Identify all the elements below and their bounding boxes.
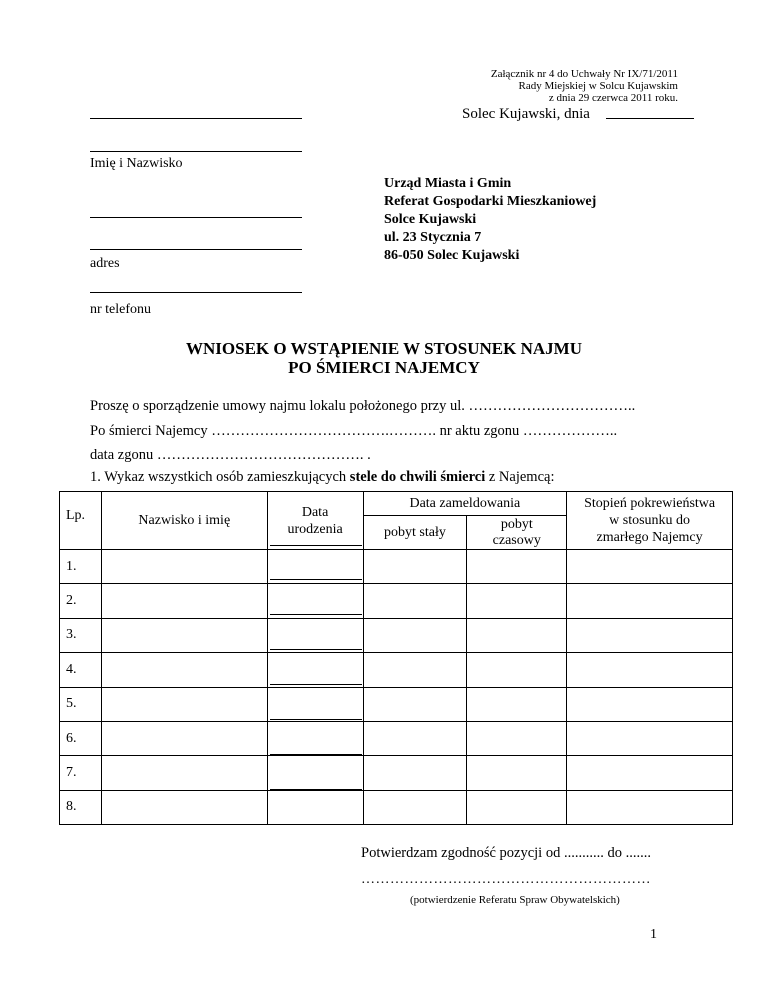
cell-name[interactable]: [101, 653, 267, 687]
phone-label: nr telefonu: [90, 302, 152, 317]
list-intro-pre: 1. Wykaz wszystkich osób zamieszkujących: [90, 469, 350, 485]
city-date-label: Solec Kujawski, dnia: [462, 106, 590, 122]
cell-temporary[interactable]: [467, 584, 567, 618]
header-relation-3: zmarłego Najemcy: [596, 530, 703, 545]
attachment-line-3: z dnia 29 czerwca 2011 roku.: [548, 92, 678, 104]
office-line-3: Solce Kujawski: [384, 212, 477, 227]
cell-temporary[interactable]: [467, 653, 567, 687]
cell-birth[interactable]: [267, 687, 363, 721]
birth-date-underline: [270, 684, 362, 685]
birth-date-underline: [270, 649, 362, 650]
list-intro-post: z Najemcą:: [485, 469, 555, 485]
cell-relation[interactable]: [567, 687, 733, 721]
office-address: [384, 175, 596, 265]
birth-date-underline: [270, 719, 362, 720]
cell-name[interactable]: [101, 756, 267, 790]
residents-table: [59, 491, 733, 825]
cell-relation[interactable]: [567, 721, 733, 755]
cell-relation[interactable]: [567, 756, 733, 790]
cell-temporary[interactable]: [467, 721, 567, 755]
table-row: [60, 550, 733, 584]
list-intro-bold: stele do chwili śmierci: [349, 469, 486, 485]
table-row: [60, 721, 733, 755]
row-number: 7.: [60, 756, 102, 790]
header-lp: Lp.: [60, 492, 102, 550]
office-line-2: Referat Gospodarki Mieszkaniowej: [384, 194, 597, 209]
table-row: [60, 790, 733, 824]
cell-name[interactable]: [101, 687, 267, 721]
table-row: [60, 687, 733, 721]
row-number: 5.: [60, 687, 102, 721]
header-registration: Data zameldowania: [363, 492, 567, 516]
office-line-4: ul. 23 Stycznia 7: [384, 230, 482, 245]
confirmation-text: Potwierdzam zgodność pozycji od ........... do .......: [361, 845, 651, 861]
phone-line[interactable]: [90, 292, 302, 293]
row-number: 3.: [60, 618, 102, 652]
cell-temporary[interactable]: [467, 790, 567, 824]
cell-relation[interactable]: [567, 653, 733, 687]
birth-date-underline: [270, 754, 362, 755]
title-line-1: WNIOSEK O WSTĄPIENIE W STOSUNEK NAJMU: [186, 339, 582, 358]
cell-name[interactable]: [101, 618, 267, 652]
cell-temporary[interactable]: [467, 687, 567, 721]
cell-permanent[interactable]: [363, 756, 467, 790]
header-temporary-2: czasowy: [492, 532, 541, 548]
header-temporary: [467, 516, 567, 550]
cell-name[interactable]: [101, 721, 267, 755]
request-line: Proszę o sporządzenie umowy najmu lokalu położonego przy ul. ……………………………..: [90, 398, 636, 414]
name-line-2[interactable]: [90, 151, 302, 152]
document-title: [0, 339, 768, 377]
cell-birth[interactable]: [267, 790, 363, 824]
office-line-5: 86-050 Solec Kujawski: [384, 248, 520, 263]
cell-relation[interactable]: [567, 550, 733, 584]
cell-name[interactable]: [101, 550, 267, 584]
cell-birth[interactable]: [267, 653, 363, 687]
birth-date-underline: [270, 579, 362, 580]
header-temporary-1: pobyt: [500, 516, 533, 532]
table-row: [60, 756, 733, 790]
date-fill-line[interactable]: [606, 118, 694, 119]
signature-dots[interactable]: ……………………………………………………: [361, 872, 651, 887]
cell-temporary[interactable]: [467, 618, 567, 652]
cell-permanent[interactable]: [363, 584, 467, 618]
confirmation-note: (potwierdzenie Referatu Spraw Obywatelskich): [410, 894, 620, 906]
after-death-line: Po śmierci Najemcy ……………………………….………. nr aktu zgonu ………………..: [90, 423, 618, 439]
header-permanent: pobyt stały: [363, 516, 467, 550]
cell-name[interactable]: [101, 584, 267, 618]
cell-permanent[interactable]: [363, 550, 467, 584]
header-relation-2: w stosunku do: [609, 513, 691, 528]
cell-relation[interactable]: [567, 790, 733, 824]
address-line-2[interactable]: [90, 249, 302, 250]
birth-date-underline: [270, 789, 362, 790]
office-line-1: Urząd Miasta i Gmin: [384, 176, 512, 191]
row-number: 4.: [60, 653, 102, 687]
header-relation: [567, 492, 733, 550]
cell-permanent[interactable]: [363, 687, 467, 721]
attachment-line-2: Rady Miejskiej w Solcu Kujawskim: [518, 80, 678, 92]
cell-permanent[interactable]: [363, 721, 467, 755]
cell-permanent[interactable]: [363, 618, 467, 652]
attachment-line-1: Załącznik nr 4 do Uchwały Nr IX/71/2011: [490, 68, 678, 80]
table-row: [60, 618, 733, 652]
cell-birth[interactable]: [267, 618, 363, 652]
birth-date-underline: [270, 545, 362, 546]
cell-temporary[interactable]: [467, 756, 567, 790]
birth-date-underline: [270, 614, 362, 615]
row-number: 6.: [60, 721, 102, 755]
cell-name[interactable]: [101, 790, 267, 824]
header-relation-1: Stopień pokrewieństwa: [584, 496, 716, 511]
list-intro: [90, 469, 555, 486]
table-row: [60, 584, 733, 618]
cell-relation[interactable]: [567, 618, 733, 652]
attachment-note: [358, 68, 678, 104]
header-name: Nazwisko i imię: [101, 492, 267, 550]
cell-temporary[interactable]: [467, 550, 567, 584]
row-number: 2.: [60, 584, 102, 618]
cell-permanent[interactable]: [363, 653, 467, 687]
title-line-2: PO ŚMIERCI NAJEMCY: [288, 358, 480, 377]
row-number: 1.: [60, 550, 102, 584]
name-line-1[interactable]: [90, 118, 302, 119]
address-line-1[interactable]: [90, 217, 302, 218]
page-number: 1: [650, 927, 657, 942]
cell-birth[interactable]: [267, 721, 363, 755]
header-birth-2: urodzenia: [287, 521, 343, 537]
address-label: adres: [90, 256, 120, 271]
name-label: Imię i Nazwisko: [90, 156, 183, 171]
row-number: 8.: [60, 790, 102, 824]
death-date-line: data zgonu ……………………………………. .: [90, 447, 371, 463]
cell-birth[interactable]: [267, 756, 363, 790]
header-birth: [267, 492, 363, 550]
cell-permanent[interactable]: [363, 790, 467, 824]
header-birth-1: Data: [301, 504, 329, 520]
cell-relation[interactable]: [567, 584, 733, 618]
table-row: [60, 653, 733, 687]
